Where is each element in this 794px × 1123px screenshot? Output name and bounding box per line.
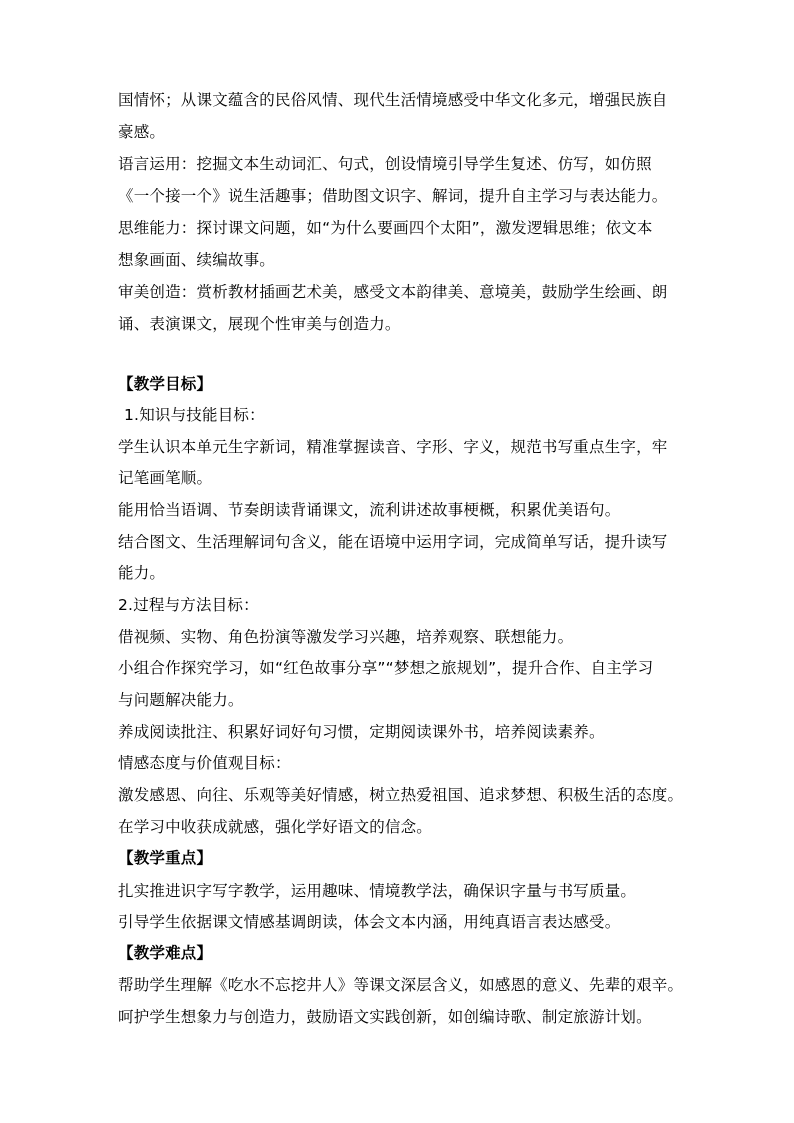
- paragraph-line: 呵护学生想象力与创造力，鼓励语文实践创新，如创编诗歌、制定旅游计划。: [118, 1008, 652, 1026]
- section-heading-difficulties: 【教学难点】: [118, 944, 213, 962]
- paragraph-line: 思维能力：探讨课文问题，如“为什么要画四个太阳”，激发逻辑思维；依文本: [118, 219, 653, 237]
- paragraph-line: 帮助学生理解《吃水不忘挖井人》等课文深层含义，如感恩的意义、先辈的艰辛。: [118, 976, 684, 994]
- paragraph-line: 养成阅读批注、积累好词好句习惯，定期阅读课外书，培养阅读素养。: [118, 723, 605, 741]
- paragraph-line: 在学习中收获成就感，强化学好语文的信念。: [118, 818, 433, 836]
- paragraph-line: 与问题解决能力。: [118, 691, 244, 709]
- paragraph-line: 结合图文、生活理解词句含义，能在语境中运用字词，完成简单写话，提升读写: [118, 533, 668, 551]
- paragraph-line: 审美创造：赏析教材插画艺术美，感受文本韵律美、意境美，鼓励学生绘画、朗: [118, 283, 668, 301]
- paragraph-line: 能力。: [118, 564, 166, 582]
- paragraph-line: 学生认识本单元生字新词，精准掌握读音、字形、字义，规范书写重点生字，牢: [118, 438, 668, 456]
- paragraph-line: 记笔画笔顺。: [118, 469, 213, 487]
- subheading-emotion-values: 情感态度与价值观目标：: [118, 754, 291, 772]
- subheading-knowledge-skills: 1.知识与技能目标：: [124, 406, 265, 424]
- paragraph-line: 诵、表演课文，展现个性审美与创造力。: [118, 315, 401, 333]
- paragraph-line: 《一个接一个》说生活趣事；借助图文识字、解词，提升自主学习与表达能力。: [118, 187, 668, 205]
- paragraph-line: 国情怀；从课文蕴含的民俗风情、现代生活情境感受中华文化多元，增强民族自: [118, 91, 668, 109]
- section-heading-key-points: 【教学重点】: [118, 849, 213, 867]
- paragraph-line: 想象画面、续编故事。: [118, 251, 276, 269]
- paragraph-line: 激发感恩、向往、乐观等美好情感，树立热爱祖国、追求梦想、积极生活的态度。: [118, 786, 684, 804]
- paragraph-line: 借视频、实物、角色扮演等激发学习兴趣，培养观察、联想能力。: [118, 628, 574, 646]
- subheading-process-methods: 2.过程与方法目标：: [118, 596, 259, 614]
- section-heading-teaching-goals: 【教学目标】: [118, 375, 213, 393]
- paragraph-line: 小组合作探究学习，如“红色故事分享”“梦想之旅规划”，提升合作、自主学习: [118, 659, 654, 677]
- paragraph-line: 扎实推进识字写字教学，运用趣味、情境教学法，确保识字量与书写质量。: [118, 882, 637, 900]
- paragraph-line: 豪感。: [118, 123, 166, 141]
- paragraph-line: 能用恰当语调、节奏朗读背诵课文，流利讲述故事梗概，积累优美语句。: [118, 501, 621, 519]
- paragraph-line: 引导学生依据课文情感基调朗读，体会文本内涵，用纯真语言表达感受。: [118, 913, 621, 931]
- paragraph-line: 语言运用：挖掘文本生动词汇、句式，创设情境引导学生复述、仿写，如仿照: [118, 155, 652, 173]
